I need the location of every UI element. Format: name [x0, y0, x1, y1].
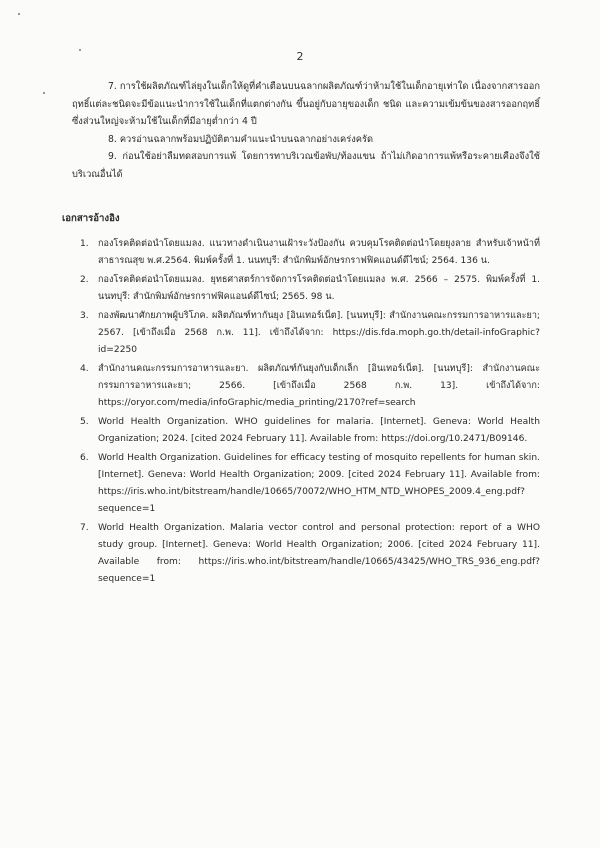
reference-item [72, 414, 540, 448]
scan-speck [43, 92, 45, 94]
references-heading: เอกสารอ้างอิง [62, 213, 120, 224]
reference-text: กองโรคติดต่อนำโดยแมลง. ยุทธศาสตร์การจัดการโรคติดต่อนำโดยแมลง พ.ศ. 2566 – 2575. พิมพ์ครั้งที่ 1. นนทบุรี: สำนักพิมพ์อักษรกราฟฟิคแอนด์ดีไซน์; 2565. 98 น. [98, 275, 540, 302]
reference-number: 7. [80, 523, 89, 533]
reference-number: 3. [80, 311, 89, 321]
reference-number: 6. [80, 453, 89, 463]
paragraph-item-8: 8. ควรอ่านฉลากพร้อมปฏิบัติตามคำแนะนำบนฉลากอย่างเคร่งครัด [108, 133, 374, 145]
reference-item [72, 520, 540, 588]
reference-item [72, 272, 540, 306]
reference-text: สำนักงานคณะกรรมการอาหารและยา. ผลิตภัณฑ์กันยุงกับเด็กเล็ก [อินเทอร์เน็ต]. [นนทบุรี]: สำนักงานคณะกรรมการอาหารและยา; 2566. [เข้าถึงเมื่อ 2568 ก.พ. 13]. เข้าถึงได้จาก: https://oryor.com/media/infoGraphic/media_printing/2170?ref=search [98, 364, 540, 408]
reference-item [72, 450, 540, 518]
reference-number: 5. [80, 417, 89, 427]
reference-text: World Health Organization. Malaria vector control and personal protection: report of a WHO study group. [Internet]. Geneva: World Health Organization; 2006. [cited 2024 February 11]. Available from: https://iris.who.int/bitstream/handle/10665/43425/WHO_TRS_936_eng.pdf?sequence=1 [98, 523, 540, 584]
reference-text: กองพัฒนาศักยภาพผู้บริโภค. ผลิตภัณฑ์ทากันยุง [อินเทอร์เน็ต]. [นนทบุรี]: สำนักงานคณะกรรมการอาหารและยา; 2567. [เข้าถึงเมื่อ 2568 ก.พ. 11]. เข้าถึงได้จาก: https://dis.fda.moph.go.th/detail-infoGraphic?id=2250 [98, 311, 540, 355]
paragraph-item-9: 9. ก่อนใช้อย่าลืมทดสอบการแพ้ โดยการทาบริเวณข้อพับ/ท้องแขน ถ้าไม่เกิดอาการแพ้หรือระคายเคืองจึงใช้บริเวณอื่นได้ [72, 151, 540, 180]
reference-text: World Health Organization. WHO guidelines for malaria. [Internet]. Geneva: World Health Organization; 2024. [cited 2024 February 11]. Available from: https://doi.org/10.2471/B09146. [98, 417, 540, 444]
document-body [62, 78, 540, 590]
scan-speck [18, 13, 20, 15]
reference-number: 2. [80, 275, 89, 285]
reference-item [72, 236, 540, 270]
page-number: 2 [296, 50, 304, 63]
reference-number: 1. [80, 239, 89, 249]
reference-item [72, 308, 540, 359]
references-list [72, 236, 540, 588]
reference-text: World Health Organization. Guidelines for efficacy testing of mosquito repellents for human skin. [Internet]. Geneva: World Health Organization; 2009. [cited 2024 February 11]. Available from: https://iris.who.int/bitstream/handle/10665/70072/WHO_HTM_NTD_WHOPES_2009.4_eng.pdf?sequence=1 [98, 453, 540, 514]
reference-item [72, 361, 540, 412]
reference-number: 4. [80, 364, 89, 374]
reference-text: กองโรคติดต่อนำโดยแมลง. แนวทางดำเนินงานเฝ้าระวังป้องกัน ควบคุมโรคติดต่อนำโดยยุงลาย สำหรับเจ้าหน้าที่สาธารณสุข พ.ศ.2564. พิมพ์ครั้งที่ 1. นนทบุรี: สำนักพิมพ์อักษรกราฟฟิคแอนด์ดีไซน์; 2564. 136 น. [98, 239, 540, 266]
paragraph-item-7: 7. การใช้ผลิตภัณฑ์ไล่ยุงในเด็กให้ดูที่คำเตือนบนฉลากผลิตภัณฑ์ว่าห้ามใช้ในเด็กอายุเท่าใด เนื่องจากสารออกฤทธิ์แต่ละชนิดจะมีข้อแนะนำการใช้ในเด็กที่แตกต่างกัน ขึ้นอยู่กับอายุของเด็ก ชนิด และความเข้มข้นของสารออกฤทธิ์ ซึ่งส่วนใหญ่จะห้ามใช้ในเด็กที่มีอายุต่ำกว่า 4 ปี [72, 81, 540, 127]
